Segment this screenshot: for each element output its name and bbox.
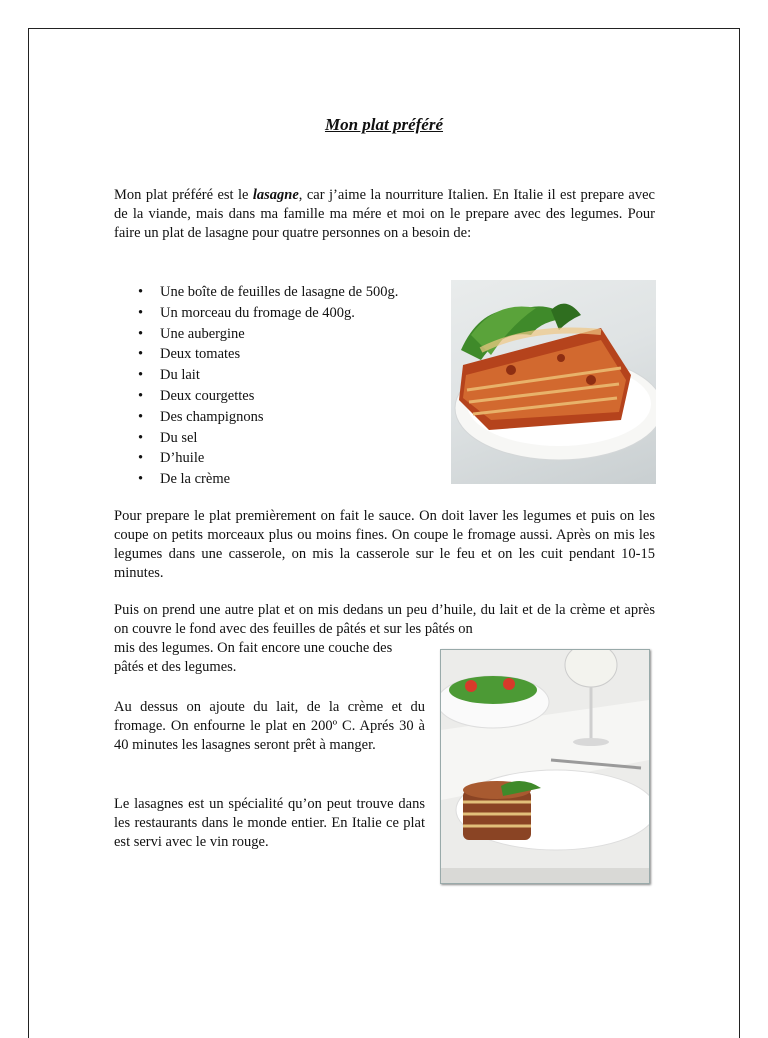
document-title: Mon plat préféré xyxy=(324,115,444,134)
bullet-icon: • xyxy=(138,304,144,321)
ingredient-list xyxy=(138,282,398,490)
intro-text-start: Mon plat préféré est le xyxy=(114,187,253,203)
ingredient-text: Une aubergine xyxy=(160,325,245,342)
assembly-paragraph-top: Puis on prend une autre plat et on mis dedans un peu d’huile, du lait et de la crème et après on couvre le fond avec des feuilles de pâtés et sur les pâtés on xyxy=(114,602,655,637)
intro-paragraph xyxy=(114,186,655,243)
ingredient-text: Deux tomates xyxy=(160,346,241,363)
bullet-icon: • xyxy=(138,325,144,342)
ingredient-text: Du sel xyxy=(160,429,198,446)
ingredient-item xyxy=(138,469,398,490)
bullet-icon: • xyxy=(138,471,144,488)
ingredient-item xyxy=(138,324,398,345)
baking-paragraph: Au dessus on ajoute du lait, de la crème et du fromage. On enfourne le plat en 200º C. Aprés 30 à 40 minutes les lasagnes seront prêt à manger. xyxy=(114,699,425,753)
speciality-paragraph: Le lasagnes est un spécialité qu’on peut trouve dans les restaurants dans le monde entier. En Italie ce plat est servi avec le vin rouge. xyxy=(114,796,425,850)
ingredient-text: Une boîte de feuilles de lasagne de 500g. xyxy=(160,284,399,300)
ingredient-text: De la crème xyxy=(160,471,231,488)
ingredient-text: Du lait xyxy=(160,367,200,384)
intro-bold-word: lasagne xyxy=(252,187,299,203)
bullet-icon: • xyxy=(138,429,144,446)
lasagna-photo xyxy=(451,280,656,484)
ingredient-item xyxy=(138,448,398,469)
ingredient-item xyxy=(138,303,398,324)
bullet-icon: • xyxy=(138,408,144,425)
ingredient-item xyxy=(138,365,398,386)
bullet-icon: • xyxy=(138,367,144,384)
ingredient-item xyxy=(138,407,398,428)
bullet-icon: • xyxy=(138,450,144,467)
assembly-paragraph-bottom: mis des legumes. On fait encore une couche des pâtés et des legumes. xyxy=(114,640,393,675)
sauce-paragraph: Pour prepare le plat premièrement on fait le sauce. On doit laver les legumes et puis on les coupe on petits morceaux plus ou moins fines. On coupe le fromage aussi. Après on mis les legumes dans une casserole, on mis la casserole sur le feu et on les cuit pendant 10-15 minutes. xyxy=(114,508,655,581)
ingredient-text: Un morceau du fromage de 400g. xyxy=(160,304,355,321)
bullet-icon: • xyxy=(138,387,144,404)
ingredient-text: Deux courgettes xyxy=(160,387,255,404)
served-lasagna-photo xyxy=(440,649,650,884)
ingredient-text: Des champignons xyxy=(160,408,264,425)
intro-text-end: , car j’aime la nourriture Italien. En Italie il est prepare avec de la viande, mais dans ma famille ma mére et moi on le prepare avec des legumes. Pour faire un plat de lasagne pour quatre personnes on a besoin de: xyxy=(114,187,655,241)
bullet-icon: • xyxy=(138,284,144,300)
ingredient-item xyxy=(138,386,398,407)
ingredient-item xyxy=(138,428,398,449)
ingredient-item xyxy=(138,344,398,365)
bullet-icon: • xyxy=(138,346,144,363)
ingredient-item xyxy=(138,282,398,303)
ingredient-text: D’huile xyxy=(160,450,205,467)
